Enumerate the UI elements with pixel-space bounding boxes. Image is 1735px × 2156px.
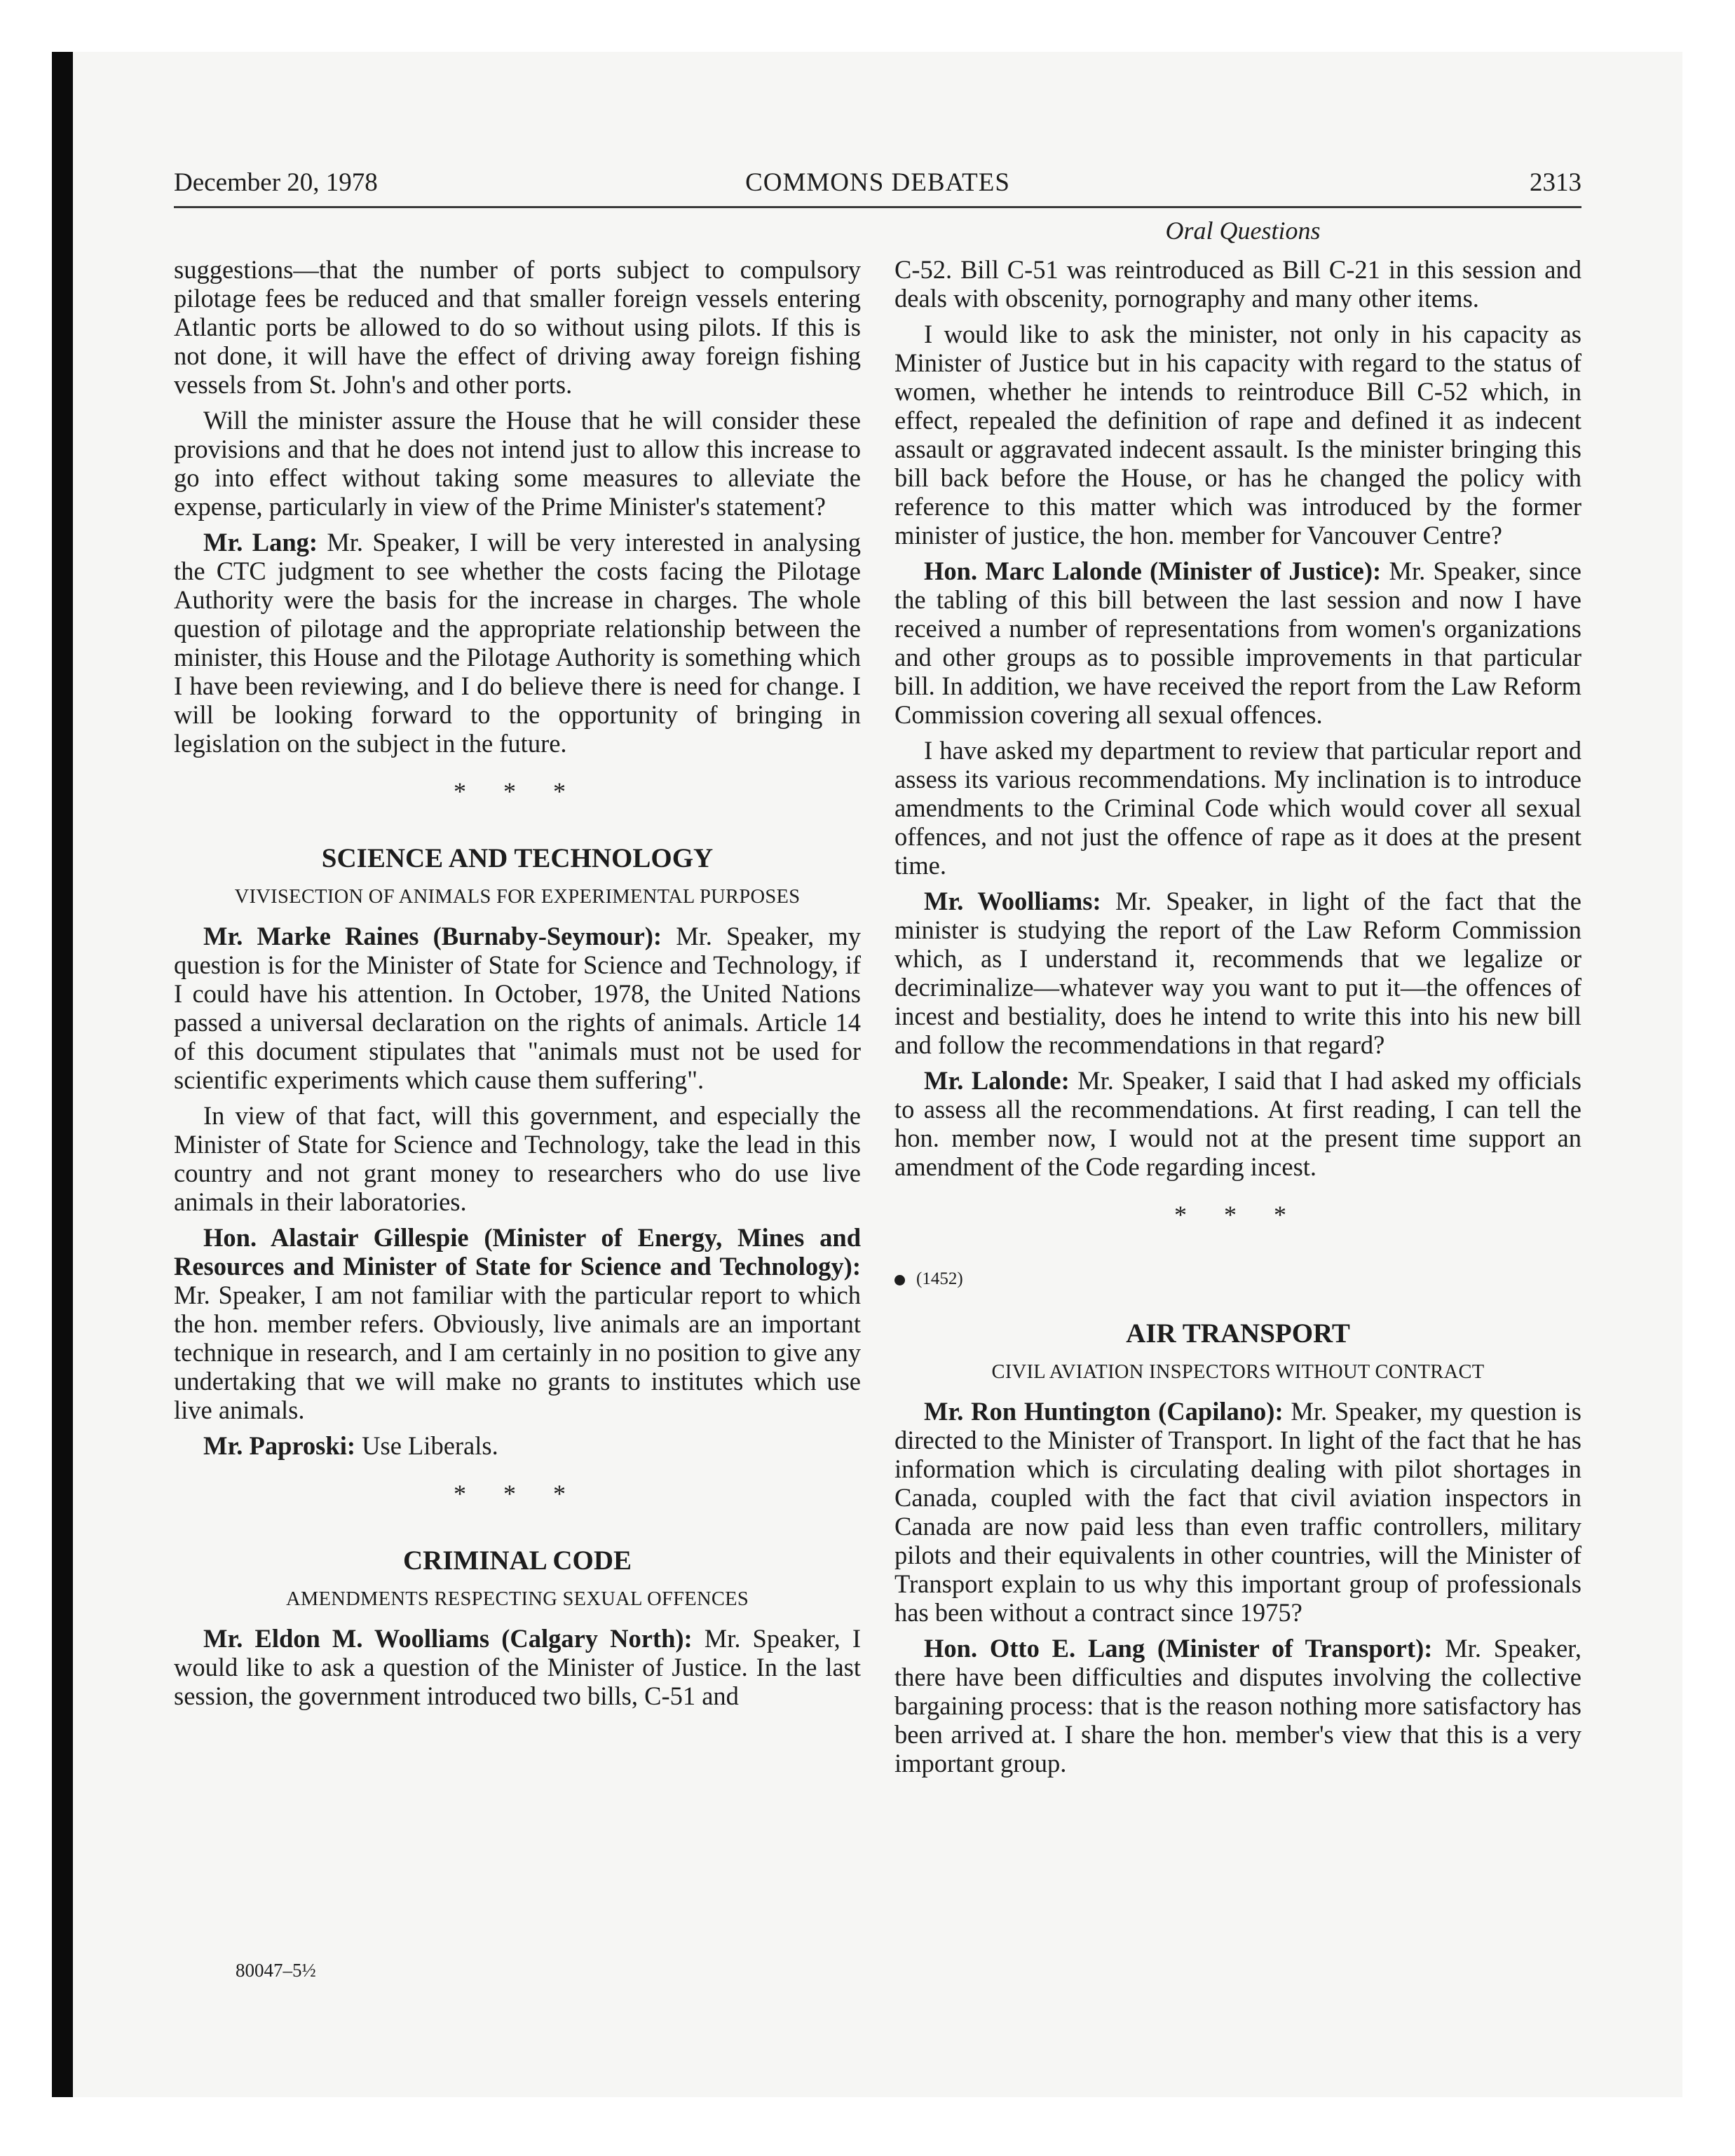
speech-text: Mr. Speaker, my question is for the Minister of State for Science and Technology, if I could have his attention. In October, 1978, the United Nations passed a universal declaration on the rights of animals. Article 14 of this document stipulates that "animals must not be used for scientific experiments which cause them suffering". (174, 922, 861, 1094)
right-column (894, 255, 1581, 1785)
section-subheading: AMENDMENTS RESPECTING SEXUAL OFFENCES (285, 1588, 749, 1610)
speaker-name: Hon. Alastair Gillespie (Minister of Energy, Mines and Resources and Minister of State for Science and Technology): (174, 1223, 861, 1281)
speaker-name: Hon. Marc Lalonde (Minister of Justice): (924, 557, 1382, 585)
section-label: Oral Questions (1165, 217, 1321, 245)
paragraph: C-52. Bill C-51 was reintroduced as Bill C-21 in this session and deals with obscenity, pornography and many other items. (894, 255, 1581, 313)
bullet-icon (894, 1275, 905, 1285)
left-column (174, 255, 861, 1717)
timestamp-marker (894, 1265, 1581, 1293)
paragraph: suggestions—that the number of ports subject to compulsory pilotage fees be reduced and that smaller foreign vessels entering Atlantic ports be allowed to do so without using pilots. If this is not done, it will have the effect of driving away foreign fishing vessels from St. John's and other ports. (174, 255, 861, 399)
section-heading: CRIMINAL CODE (402, 1546, 632, 1576)
paragraph: I would like to ask the minister, not only in his capacity as Minister of Justice but in his capacity with regard to the status of women, whether he intends to reintroduce Bill C-52 which, in effect, repealed the definition of rape and defined it as indecent assault or aggravated indecent assault. Is the minister bringing this bill back before the House, or has he changed the policy with reference to this matter which was introduced by the former minister of justice, the hon. member for Vancouver Centre? (894, 320, 1581, 550)
speaker-name: Mr. Lalonde: (924, 1066, 1070, 1095)
footer-code: 80047–5½ (236, 1960, 316, 1981)
speaker-name: Mr. Woolliams: (924, 887, 1101, 915)
speaker-name: Mr. Lang: (203, 528, 318, 557)
speech-paragraph (894, 557, 1581, 729)
section-separator: * * * (454, 1480, 581, 1508)
section-subheading: CIVIL AVIATION INSPECTORS WITHOUT CONTRACT (991, 1361, 1485, 1383)
speech-text: Mr. Speaker, in light of the fact that the minister is studying the report of the Law Reform Commission which, as I understand it, recommends that we legalize or decriminalize—whatever way you want to put it—the offences of incest and bestiality, does he intend to write this into his new bill and follow the recommendations in that regard? (894, 887, 1581, 1059)
header-page-number: 2313 (1530, 168, 1581, 197)
header-publication: COMMONS DEBATES (745, 168, 1010, 197)
speaker-name: Mr. Eldon M. Woolliams (Calgary North): (203, 1624, 693, 1653)
paragraph: I have asked my department to review that particular report and assess its various recommendations. My inclination is to introduce amendments to the Criminal Code which would cover all sexual offences, and not just the offence of rape as it does at the present time. (894, 736, 1581, 880)
speech-text: Use Liberals. (355, 1431, 498, 1460)
speech-text: Mr. Speaker, I said that I had asked my officials to assess all the recommendations. At first reading, I can tell the hon. member now, I would not at the present time support an amendment of the Code regarding incest. (894, 1066, 1581, 1181)
scan-edge-bar (52, 52, 73, 2097)
header-date: December 20, 1978 (174, 168, 378, 197)
section-heading: SCIENCE AND TECHNOLOGY (321, 843, 714, 873)
section-separator: * * * (1174, 1201, 1302, 1229)
speech-text: Mr. Speaker, my question is directed to the Minister of Transport. In light of the fact that he has information which is circulating dealing with pilot shortages in Canada, coupled with the fact that civil aviation inspectors in Canada are now paid less than even traffic controllers, military pilots and their equivalents in other countries, will the Minister of Transport explain to us why this important group of professionals has been without a contract since 1975? (894, 1397, 1582, 1627)
speech-paragraph (174, 1223, 861, 1424)
speaker-name: Hon. Otto E. Lang (Minister of Transport): (924, 1634, 1433, 1663)
section-separator: * * * (454, 777, 581, 805)
section-subheading: VIVISECTION OF ANIMALS FOR EXPERIMENTAL PURPOSES (234, 886, 801, 908)
speech-paragraph (174, 1431, 861, 1460)
speech-text: Mr. Speaker, since the tabling of this bill between the last session and now I have received a number of representations from women's organizations and other groups as to possible improvements in that particular bill. In addition, we have received the report from the Law Reform Commission covering all sexual offences. (894, 557, 1582, 729)
speaker-name: Mr. Paproski: (203, 1431, 355, 1460)
timestamp-text: (1452) (916, 1269, 963, 1288)
speech-paragraph (174, 1624, 861, 1710)
speech-paragraph (894, 887, 1581, 1059)
speech-text: Mr. Speaker, I would like to ask a question of the Minister of Justice. In the last session, the government introduced two bills, C-51 and (174, 1624, 861, 1710)
page-header (174, 165, 1581, 208)
paragraph: In view of that fact, will this government, and especially the Minister of State for Science and Technology, take the lead in this country and not grant money to researchers who do use live animals in their laboratories. (174, 1101, 861, 1216)
speech-text: Mr. Speaker, I am not familiar with the particular report to which the hon. member refers. Obviously, live animals are an important technique in research, and I am certainly in no position to give any undertaking that we will make no grants to institutes which use live animals. (174, 1281, 861, 1424)
speech-paragraph (894, 1634, 1581, 1778)
speech-text: Mr. Speaker, I will be very interested in analysing the CTC judgment to see whether the costs facing the Pilotage Authority were the basis for the increase in charges. The whole question of pilotage and the appropriate relationship between the minister, this House and the Pilotage Authority is something which I have been reviewing, and I do believe there is need for change. I will be looking forward to the opportunity of bringing in legislation on the subject in the future. (174, 528, 862, 758)
speech-paragraph (894, 1397, 1581, 1627)
section-heading: AIR TRANSPORT (1126, 1318, 1350, 1349)
speaker-name: Mr. Ron Huntington (Capilano): (924, 1397, 1284, 1426)
speaker-name: Mr. Marke Raines (Burnaby-Seymour): (203, 922, 662, 950)
speech-text: Mr. Speaker, there have been difficulties and disputes involving the collective bargaining process: that is the reason nothing more satisfactory has been arrived at. I share the hon. member's view that this is a very important group. (894, 1634, 1581, 1778)
paragraph: Will the minister assure the House that he will consider these provisions and that he does not intend just to allow this increase to go into effect without taking some measures to alleviate the expense, particularly in view of the Prime Minister's statement? (174, 406, 861, 521)
speech-paragraph (174, 528, 861, 758)
speech-paragraph (894, 1066, 1581, 1181)
speech-paragraph (174, 922, 861, 1094)
